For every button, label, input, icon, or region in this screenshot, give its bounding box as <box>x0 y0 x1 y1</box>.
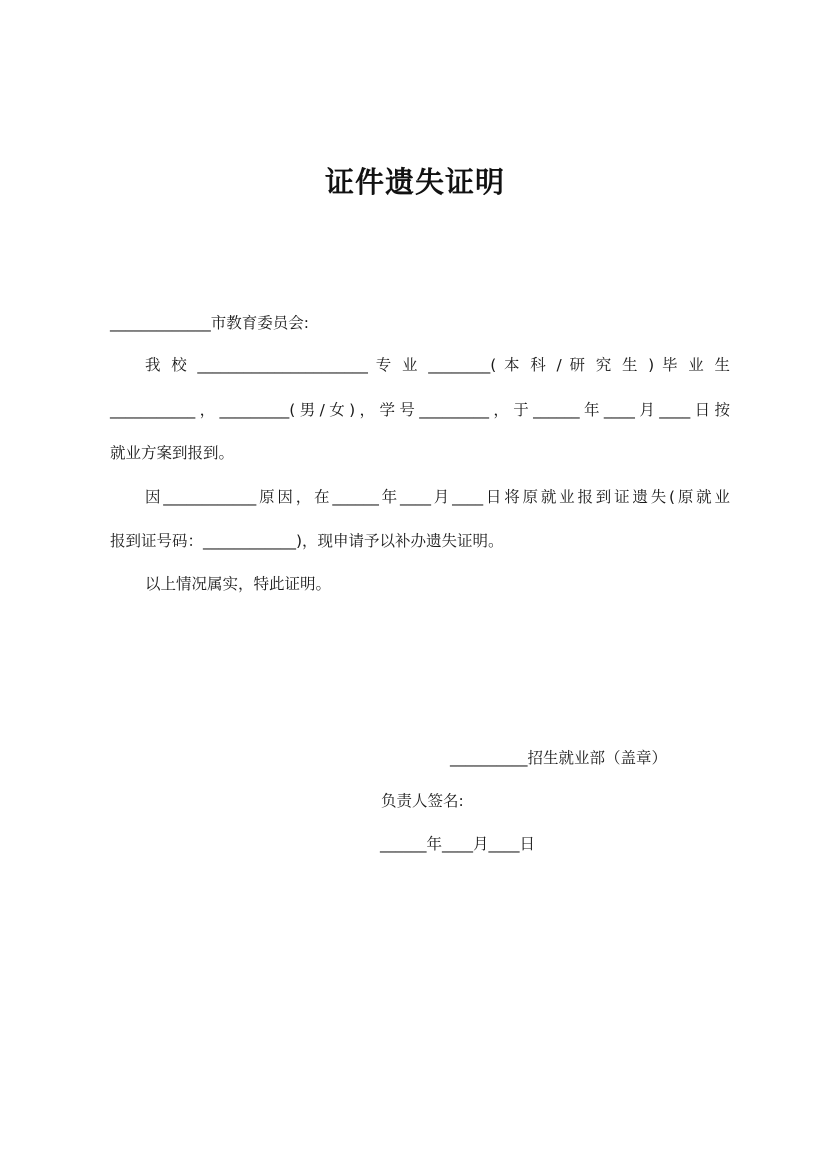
signature-department: __________招生就业部（盖章） <box>450 749 668 767</box>
paragraph-1-line-2: ___________，_________(男/女)，学号_________，于______年____月____日按 <box>110 401 730 419</box>
paragraph-1-line-1: 我 校 ______________________ 专 业 ________( 本 科 / 研 究 生 ) 毕 业 生 <box>145 356 730 374</box>
paragraph-3-line-1: 以上情况属实，特此证明。 <box>145 575 332 593</box>
paragraph-2-line-1: 因____________原因，在______年____月____日将原就业报到证遗失(原就业 <box>145 488 730 506</box>
signature-person: 负责人签名: <box>381 792 464 810</box>
signature-date: ______年____月____日 <box>380 835 536 853</box>
document-title: 证件遗失证明 <box>324 165 505 199</box>
paragraph-1-line-3: 就业方案到报到。 <box>110 444 235 462</box>
addressee-line: _____________市教育委员会: <box>110 314 309 332</box>
paragraph-2-line-2: 报到证号码：____________)，现申请予以补办遗失证明。 <box>110 532 504 550</box>
